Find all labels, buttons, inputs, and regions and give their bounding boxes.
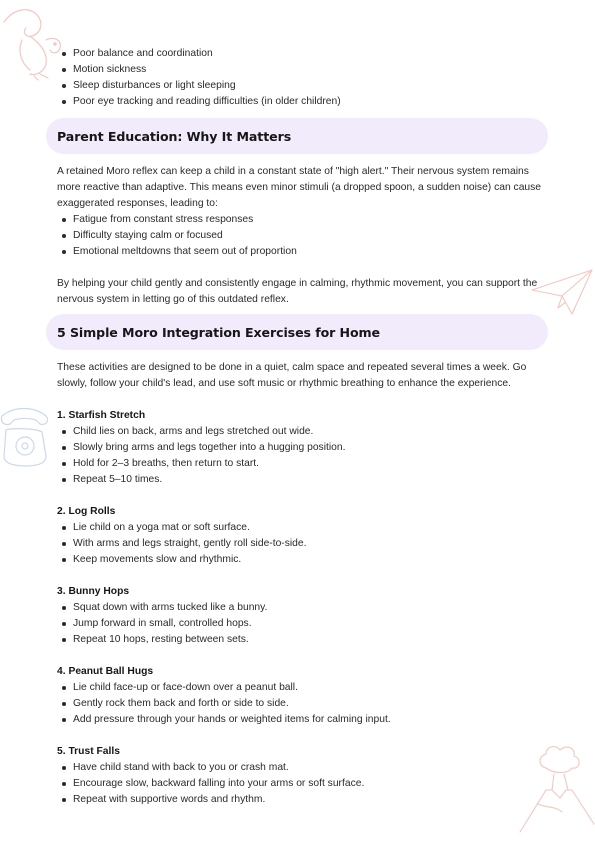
exercise-block xyxy=(57,504,547,568)
exercise-block xyxy=(57,744,547,808)
list-item: Slowly bring arms and legs together into a hugging position. xyxy=(57,440,547,456)
exercise-block xyxy=(57,584,547,648)
list-item: Difficulty staying calm or focused xyxy=(57,228,547,244)
exercise-steps xyxy=(57,424,547,488)
list-item: Repeat 5–10 times. xyxy=(57,472,547,488)
section-banner-parent-education xyxy=(46,118,548,154)
list-item: Child lies on back, arms and legs stretched out wide. xyxy=(57,424,547,440)
exercise-steps xyxy=(57,600,547,648)
main-content xyxy=(57,46,547,808)
exercise-title: 5. Trust Falls xyxy=(57,746,120,757)
exercise-title: 2. Log Rolls xyxy=(57,506,116,517)
list-item: Fatigue from constant stress responses xyxy=(57,212,547,228)
section-paragraph: A retained Moro reflex can keep a child in a constant state of "high alert." Their nervous system remains more reactive than adaptive. This means even minor stimuli (a dropped spoon, a sudden noise) can cause exaggerated responses, leading to: xyxy=(57,166,542,209)
list-item: Encourage slow, backward falling into your arms or soft surface. xyxy=(57,776,547,792)
list-item: Repeat with supportive words and rhythm. xyxy=(57,792,547,808)
section-banner-exercises xyxy=(46,314,548,350)
exercise-title: 3. Bunny Hops xyxy=(57,586,130,597)
list-item: Jump forward in small, controlled hops. xyxy=(57,616,547,632)
exercises-intro: These activities are designed to be done in a quiet, calm space and repeated several times a week. Go slowly, follow your child's lead, and use soft music or rhythmic breathing to enhance the experience. xyxy=(57,362,527,389)
list-item: Keep movements slow and rhythmic. xyxy=(57,552,547,568)
stress-bullet-list xyxy=(57,212,547,260)
exercise-title: 1. Starfish Stretch xyxy=(57,410,146,421)
list-item: Gently rock them back and forth or side to side. xyxy=(57,696,547,712)
exercise-steps xyxy=(57,760,547,808)
exercise-block xyxy=(57,408,547,488)
closing-paragraph: By helping your child gently and consistently engage in calming, rhythmic movement, you can support the nervous system in letting go of this outdated reflex. xyxy=(57,278,538,305)
list-item: Poor eye tracking and reading difficulties (in older children) xyxy=(57,94,547,110)
section-heading: 5 Simple Moro Integration Exercises for Home xyxy=(57,324,380,340)
list-item: Have child stand with back to you or crash mat. xyxy=(57,760,547,776)
exercise-block xyxy=(57,664,547,728)
list-item: Emotional meltdowns that seem out of proportion xyxy=(57,244,547,260)
exercise-steps xyxy=(57,520,547,568)
list-item: Repeat 10 hops, resting between sets. xyxy=(57,632,547,648)
exercise-steps xyxy=(57,680,547,728)
list-item: Lie child on a yoga mat or soft surface. xyxy=(57,520,547,536)
list-item: Poor balance and coordination xyxy=(57,46,547,62)
exercise-title: 4. Peanut Ball Hugs xyxy=(57,666,154,677)
list-item: Lie child face-up or face-down over a peanut ball. xyxy=(57,680,547,696)
list-item: With arms and legs straight, gently roll side-to-side. xyxy=(57,536,547,552)
list-item: Hold for 2–3 breaths, then return to start. xyxy=(57,456,547,472)
telephone-doodle-icon xyxy=(0,398,54,472)
list-item: Add pressure through your hands or weighted items for calming input. xyxy=(57,712,547,728)
section-heading: Parent Education: Why It Matters xyxy=(57,128,292,144)
list-item: Sleep disturbances or light sleeping xyxy=(57,78,547,94)
list-item: Motion sickness xyxy=(57,62,547,78)
list-item: Squat down with arms tucked like a bunny. xyxy=(57,600,547,616)
intro-bullet-list xyxy=(57,46,547,110)
